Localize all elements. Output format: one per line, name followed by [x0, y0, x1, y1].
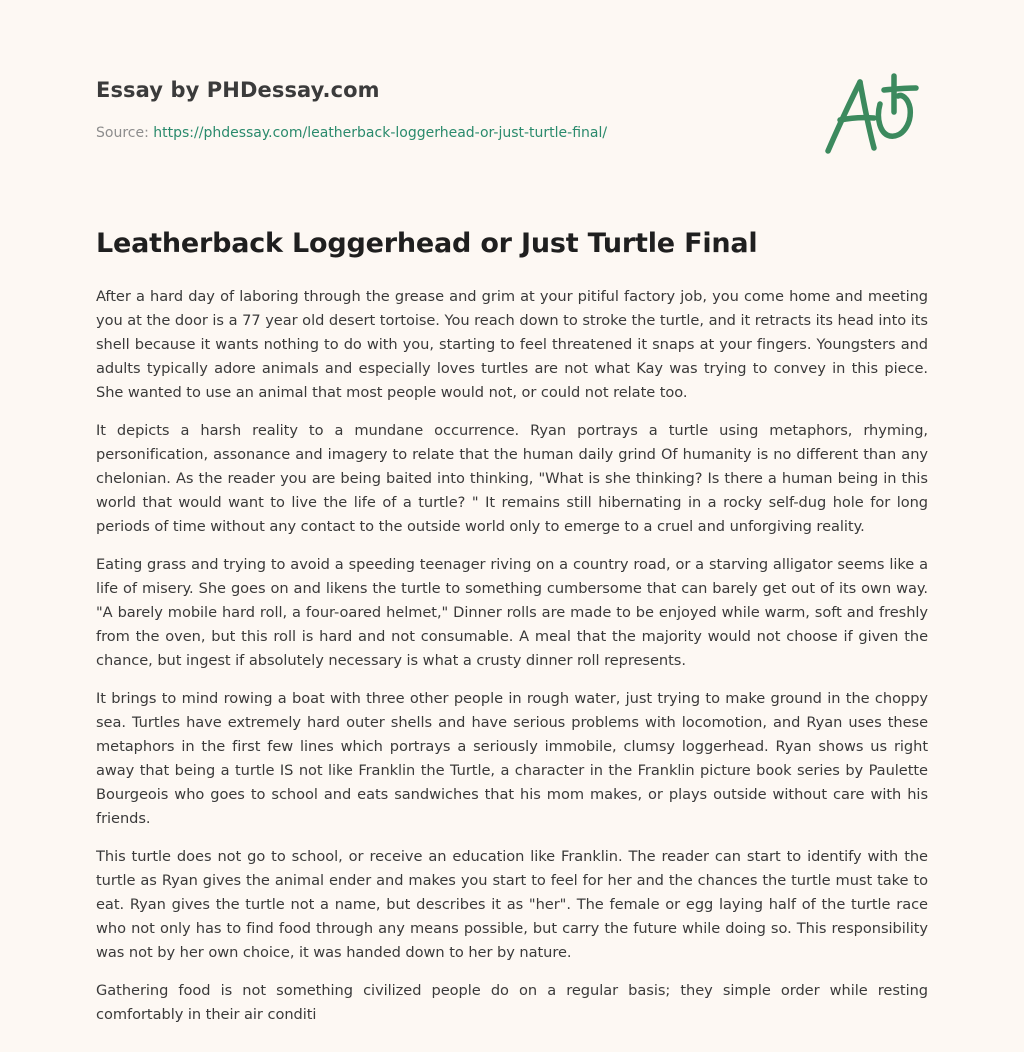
essay-paragraph: After a hard day of laboring through the grease and grim at your pitiful factory job, you come home and meeting you at the door is a 77 year old desert tortoise. You reach down to stroke the turtle, and it retracts its head into its shell because it wants nothing to do with you, starting to feel threatened it snaps at your fingers. Youngsters and adults typically adore animals and especially loves turtles are not what Kay was trying to convey in this piece. She wanted to use an animal that most people would not, or could not relate too.	[96, 288, 928, 401]
essay-page	[96, 0, 928, 1052]
header	[96, 76, 928, 166]
site-title: Essay by PHDessay.com	[96, 78, 380, 102]
essay-paragraph: Eating grass and trying to avoid a speeding teenager riving on a country road, or a starving alligator seems like a life of misery. She goes on and likens the turtle to something cumbersome that can barely get out of its own way. "A barely mobile hard roll, a four-oared helmet," Dinner rolls are made to be enjoyed while warm, soft and freshly from the oven, but this roll is hard and not consumable. A meal that the majority would not choose if given the chance, but ingest if absolutely necessary is what a crusty dinner roll represents.	[96, 556, 928, 669]
essay-body	[96, 285, 928, 1052]
essay-paragraph: It depicts a harsh reality to a mundane occurrence. Ryan portrays a turtle using metaphors, rhyming, personification, assonance and imagery to relate that the human daily grind Of humanity is no different than any chelonian. As the reader you are being baited into thinking, "What is she thinking? Is there a human being in this world that would want to live the life of a turtle? " It remains still hibernating in a rocky self-dug hole for long periods of time without any contact to the outside world only to emerge to a cruel and unforgiving reality.	[96, 422, 928, 535]
a-plus-logo-icon	[824, 68, 924, 160]
essay-paragraph: Gathering food is not something civilized people do on a regular basis; they simple order while resting comfortably in their air conditi	[96, 982, 928, 1023]
essay-paragraph: This turtle does not go to school, or receive an education like Franklin. The reader can start to identify with the turtle as Ryan gives the animal ender and makes you start to feel for her and the chances the turtle must take to eat. Ryan gives the turtle not a name, but describes it as "her". The female or egg laying half of the turtle race who not only has to find food through any means possible, but carry the future while doing so. This responsibility was not by her own choice, it was handed down to her by nature.	[96, 848, 928, 961]
essay-title: Leatherback Loggerhead or Just Turtle Final	[96, 228, 758, 259]
source-line	[96, 123, 607, 143]
source-label: Source:	[96, 125, 149, 141]
source-link[interactable]: https://phdessay.com/leatherback-loggerhead-or-just-turtle-final/	[153, 125, 608, 141]
essay-paragraph: It brings to mind rowing a boat with three other people in rough water, just trying to make ground in the choppy sea. Turtles have extremely hard outer shells and have serious problems with locomotion, and Ryan uses these metaphors in the first few lines which portrays a seriously immobile, clumsy loggerhead. Ryan shows us right away that being a turtle IS not like Franklin the Turtle, a character in the Franklin picture book series by Paulette Bourgeois who goes to school and eats sandwiches that his mom makes, or plays outside without care with his friends.	[96, 690, 928, 827]
